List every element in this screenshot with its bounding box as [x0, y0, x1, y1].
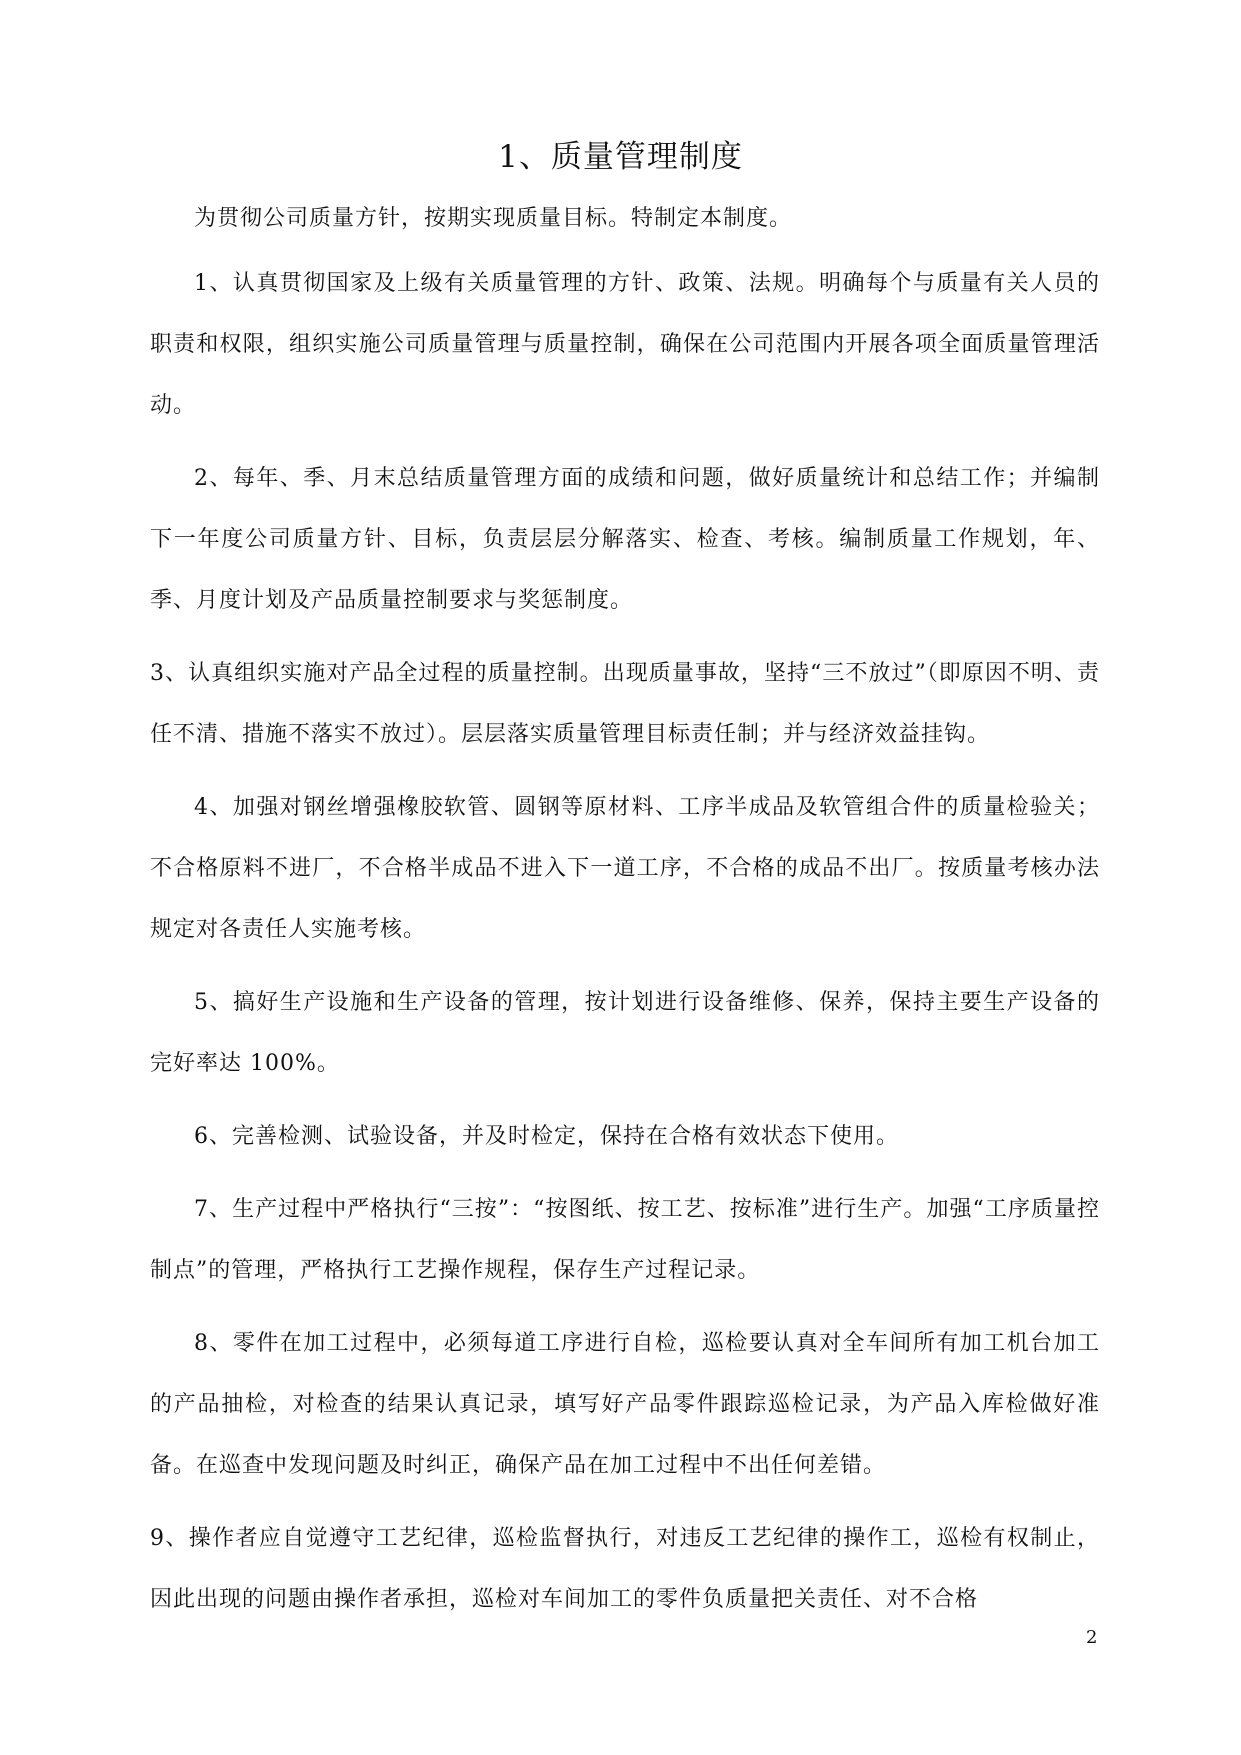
- rule-paragraph-9: 9、操作者应自觉遵守工艺纪律，巡检监督执行，对违反工艺纪律的操作工，巡检有权制止，因此出现的问题由操作者承担，巡检对车间加工的零件负质量把关责任、对不合格: [150, 1526, 1100, 1612]
- intro-paragraph: 为贯彻公司质量方针，按期实现质量目标。特制定本制度。: [194, 206, 793, 231]
- document-body: [150, 188, 1100, 1642]
- rule-paragraph-2: 2、每年、季、月末总结质量管理方面的成绩和问题，做好质量统计和总结工作；并编制下一年度公司质量方针、目标，负责层层分解落实、检查、考核。编制质量工作规划，年、季、月度计划及产品质量控制要求与奖惩制度。: [150, 466, 1100, 613]
- rule-paragraph-3: 3、认真组织实施对产品全过程的质量控制。出现质量事故，坚持“三不放过”（即原因不明、责任不清、措施不落实不放过）。层层落实质量管理目标责任制；并与经济效益挂钩。: [150, 661, 1100, 747]
- rule-paragraph-7: 7、生产过程中严格执行“三按”：“按图纸、按工艺、按标准”进行生产。加强“工序质量控制点”的管理，严格执行工艺操作规程，保存生产过程记录。: [150, 1197, 1100, 1283]
- rule-paragraph-6: 6、完善检测、试验设备，并及时检定，保持在合格有效状态下使用。: [194, 1124, 899, 1149]
- page-number: 2: [1086, 1627, 1098, 1648]
- rule-paragraph-4: 4、加强对钢丝增强橡胶软管、圆钢等原材料、工序半成品及软管组合件的质量检验关；不合格原料不进厂，不合格半成品不进入下一道工序，不合格的成品不出厂。按质量考核办法规定对各责任人实施考核。: [150, 795, 1100, 942]
- page-title: 1、质量管理制度: [498, 139, 743, 175]
- rule-paragraph-1: 1、认真贯彻国家及上级有关质量管理的方针、政策、法规。明确每个与质量有关人员的职责和权限，组织实施公司质量管理与质量控制，确保在公司范围内开展各项全面质量管理活动。: [150, 271, 1100, 418]
- rule-paragraph-8: 8、零件在加工过程中，必须每道工序进行自检，巡检要认真对全车间所有加工机台加工的产品抽检，对检查的结果认真记录，填写好产品零件跟踪巡检记录，为产品入库检做好准备。在巡查中发现问题及时纠正，确保产品在加工过程中不出任何差错。: [150, 1331, 1100, 1478]
- rule-paragraph-5: 5、搞好生产设施和生产设备的管理，按计划进行设备维修、保养，保持主要生产设备的完好率达 100%。: [150, 990, 1100, 1076]
